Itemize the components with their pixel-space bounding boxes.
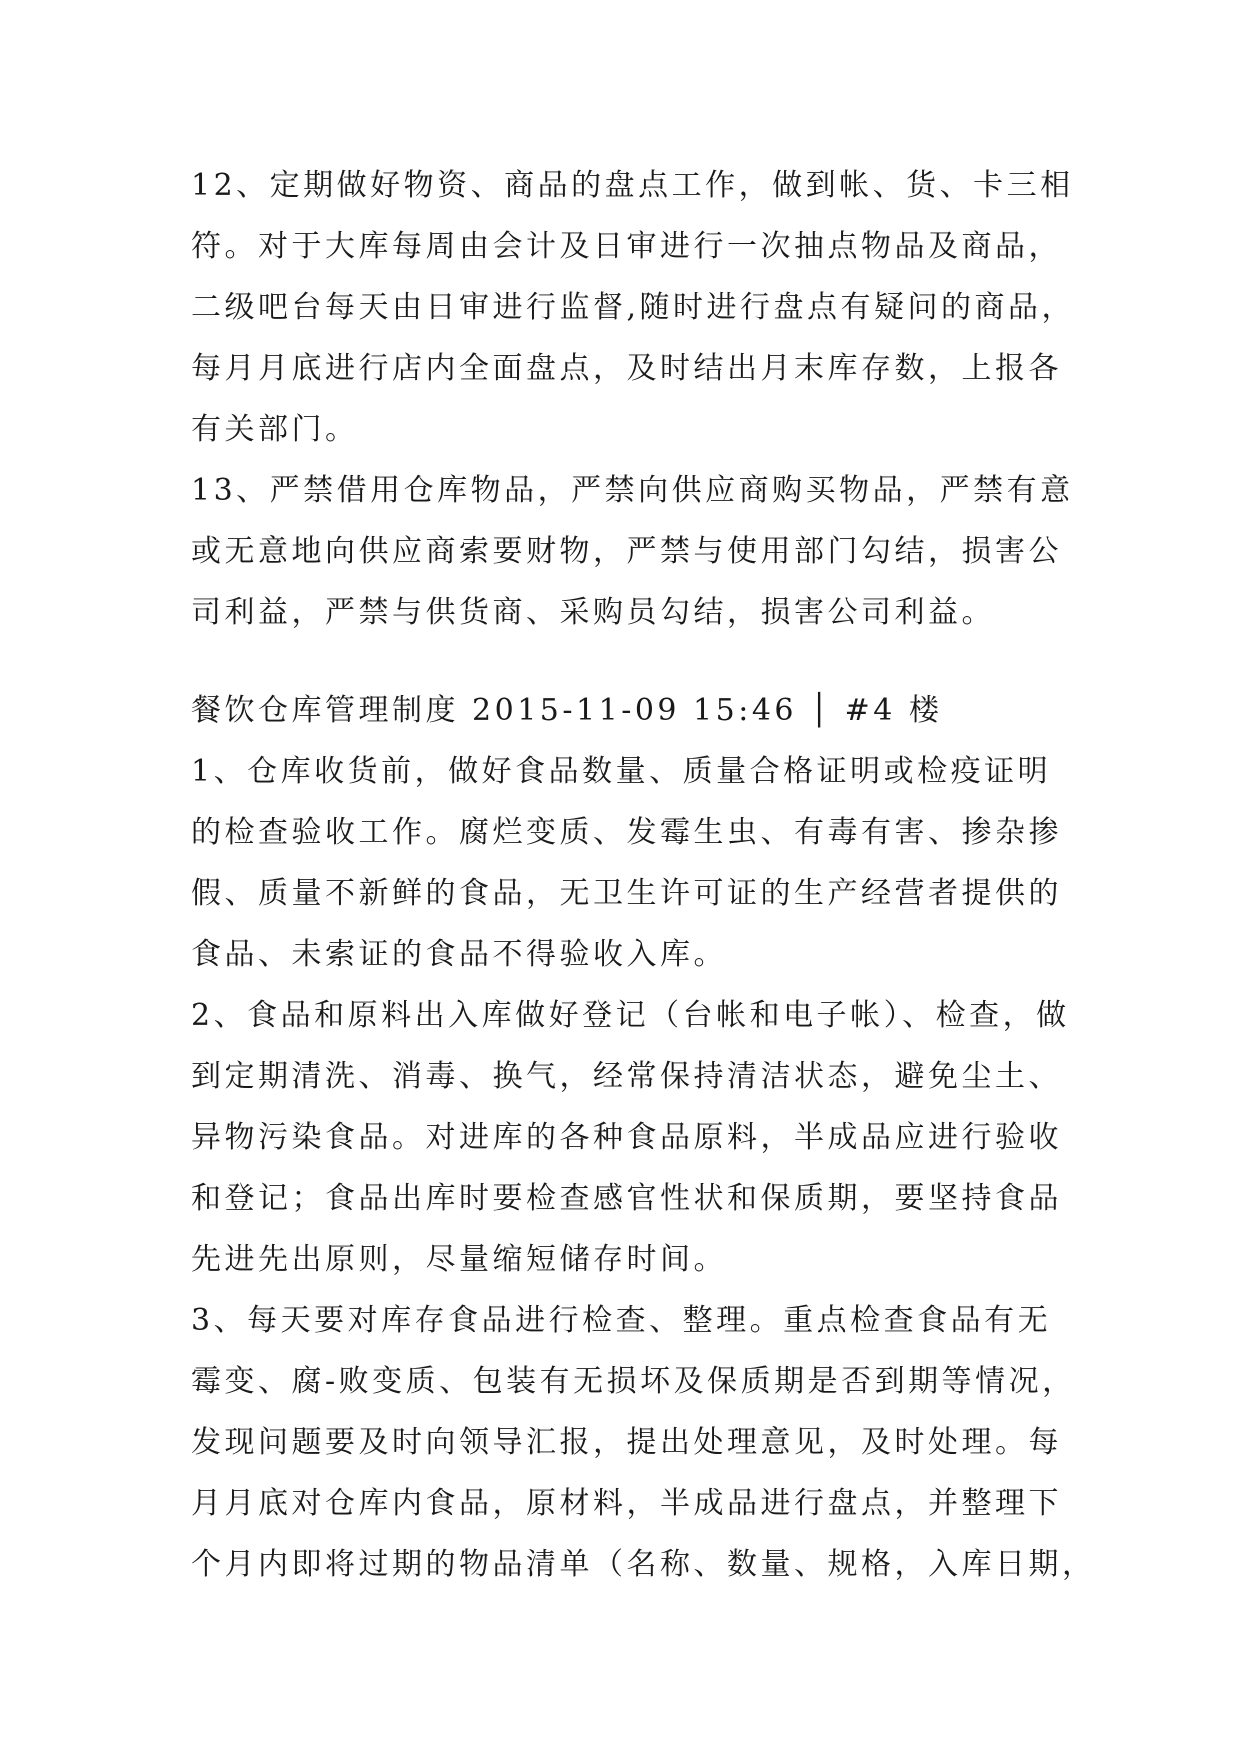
text-block-section-a	[191, 155, 1076, 643]
text-line: 有关部门。	[191, 412, 359, 447]
text-line: 每月月底进行店内全面盘点，及时结出月末库存数，上报各	[191, 351, 1062, 386]
text-line: 食品、未索证的食品不得验收入库。	[191, 937, 727, 972]
text-line: 异物污染食品。对进库的各种食品原料，半成品应进行验收	[191, 1120, 1062, 1155]
text-line: 13、严禁借用仓库物品，严禁向供应商购买物品，严禁有意	[191, 473, 1074, 508]
text-line: 的检查验收工作。腐烂变质、发霉生虫、有毒有害、掺杂掺	[191, 815, 1062, 850]
text-line: 二级吧台每天由日审进行监督,随时进行盘点有疑问的商品，	[191, 290, 1076, 325]
text-line: 3、每天要对库存食品进行检查、整理。重点检查食品有无	[191, 1303, 1052, 1338]
text-line: 和登记；食品出库时要检查感官性状和保质期，要坚持食品	[191, 1181, 1062, 1216]
text-line: 到定期清洗、消毒、换气，经常保持清洁状态，避免尘土、	[191, 1059, 1062, 1094]
text-line: 1、仓库收货前，做好食品数量、质量合格证明或检疫证明	[191, 754, 1052, 789]
post-header-line: 餐饮仓库管理制度 2015-11-09 15:46 │ #4 楼	[191, 693, 943, 728]
text-line: 或无意地向供应商索要财物，严禁与使用部门勾结，损害公	[191, 534, 1062, 569]
text-line: 先进先出原则，尽量缩短储存时间。	[191, 1242, 727, 1277]
text-line: 符。对于大库每周由会计及日审进行一次抽点物品及商品，	[191, 229, 1062, 264]
text-line: 霉变、腐-败变质、包装有无损坏及保质期是否到期等情况，	[191, 1364, 1076, 1399]
text-line: 月月底对仓库内食品，原材料，半成品进行盘点，并整理下	[191, 1486, 1062, 1521]
text-line: 假、质量不新鲜的食品，无卫生许可证的生产经营者提供的	[191, 876, 1062, 911]
text-line: 发现问题要及时向领导汇报，提出处理意见，及时处理。每	[191, 1425, 1062, 1460]
text-line: 12、定期做好物资、商品的盘点工作，做到帐、货、卡三相	[191, 168, 1074, 203]
text-block-section-b	[191, 680, 1096, 1595]
text-line: 个月内即将过期的物品清单（名称、数量、规格，入库日期，	[191, 1547, 1096, 1582]
text-line: 司利益，严禁与供货商、采购员勾结，损害公司利益。	[191, 595, 995, 630]
text-line: 2、食品和原料出入库做好登记（台帐和电子帐）、检查，做	[191, 998, 1070, 1033]
